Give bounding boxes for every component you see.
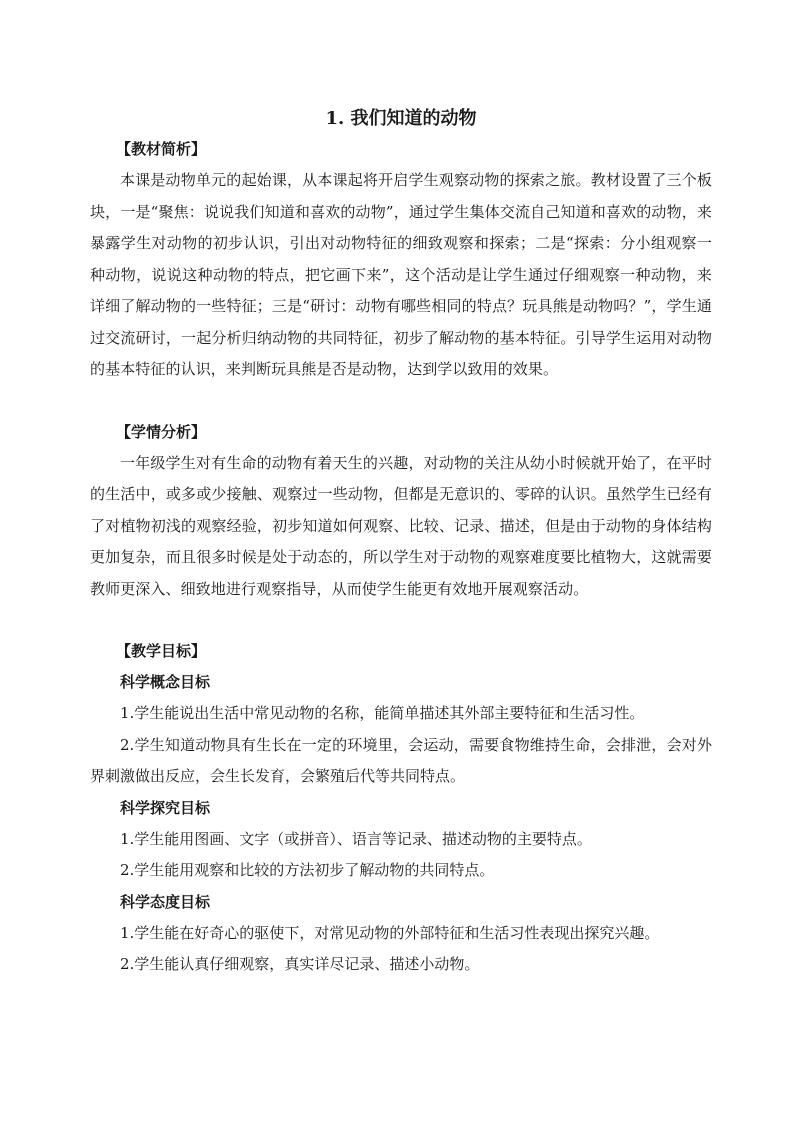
spacer [90, 605, 712, 636]
section-heading: 【教材简析】 [116, 140, 207, 158]
section-heading: 【教学目标】 [116, 642, 207, 660]
goal-item: 2.学生能用观察和比较的方法初步了解动物的共同特点。 [120, 861, 495, 879]
subsection-heading-concept: 科学概念目标 [120, 673, 211, 691]
subsection-heading-attitude: 科学态度目标 [120, 892, 211, 911]
document-title: 1. 我们知道的动物 [325, 108, 477, 129]
section-student-analysis [90, 417, 712, 606]
section-teaching-goals [90, 636, 712, 981]
section-textbook-analysis [90, 134, 712, 386]
goal-item: 2.学生知道动物具有生长在一定的环境里，会运动，需要食物维持生命，会排泄，会对外界刺激做出反应，会生长发育，会繁殖后代等共同特点。 [90, 735, 712, 785]
section-body: 一年级学生对有生命的动物有着天生的兴趣，对动物的关注从幼小时候就开始了，在平时的生活中，或多或少接触、观察过一些动物，但都是无意识的、零碎的认识。虽然学生已经有了对植物初浅的观察经验，初步知道如何观察、比较、记录、描述，但是由于动物的身体结构更加复杂，而且很多时候是处于动态的，所以学生对于动物的观察难度要比植物大，这就需要教师更深入、细致地进行观察指导，从而使学生能更有效地开展观察活动。 [90, 453, 712, 598]
subsection-heading-inquiry: 科学探究目标 [120, 798, 211, 817]
document-page [90, 104, 712, 981]
section-heading: 【学情分析】 [116, 422, 207, 441]
section-body: 本课是动物单元的起始课，从本课起将开启学生观察动物的探索之旅。教材设置了三个板块，一是“聚焦：说说我们知道和喜欢的动物”，通过学生集体交流自己知道和喜欢的动物，来暴露学生对动物的初步认识，引出对动物特征的细致观察和探索；二是“探索：分小组观察一种动物，说说这种动物的特点，把它画下来”，这个活动是让学生通过仔细观察一种动物，来详细了解动物的一些特征；三是“研讨：动物有哪些相同的特点？玩具熊是动物吗？”，学生通过交流研讨，一起分析归纳动物的共同特征，初步了解动物的基本特征。引导学生运用对动物的基本特征的认识，来判断玩具熊是否是动物，达到学以致用的效果。 [90, 171, 712, 378]
goal-item: 2.学生能认真仔细观察，真实详尽记录、描述小动物。 [120, 955, 480, 973]
spacer [90, 386, 712, 417]
goal-item: 1.学生能在好奇心的驱使下，对常见动物的外部特征和生活习性表现出探究兴趣。 [120, 923, 660, 942]
goal-item: 1.学生能说出生活中常见动物的名称，能简单描述其外部主要特征和生活习性。 [120, 704, 645, 722]
goal-item: 1.学生能用图画、文字（或拼音）、语言等记录、描述动物的主要特点。 [120, 829, 592, 848]
